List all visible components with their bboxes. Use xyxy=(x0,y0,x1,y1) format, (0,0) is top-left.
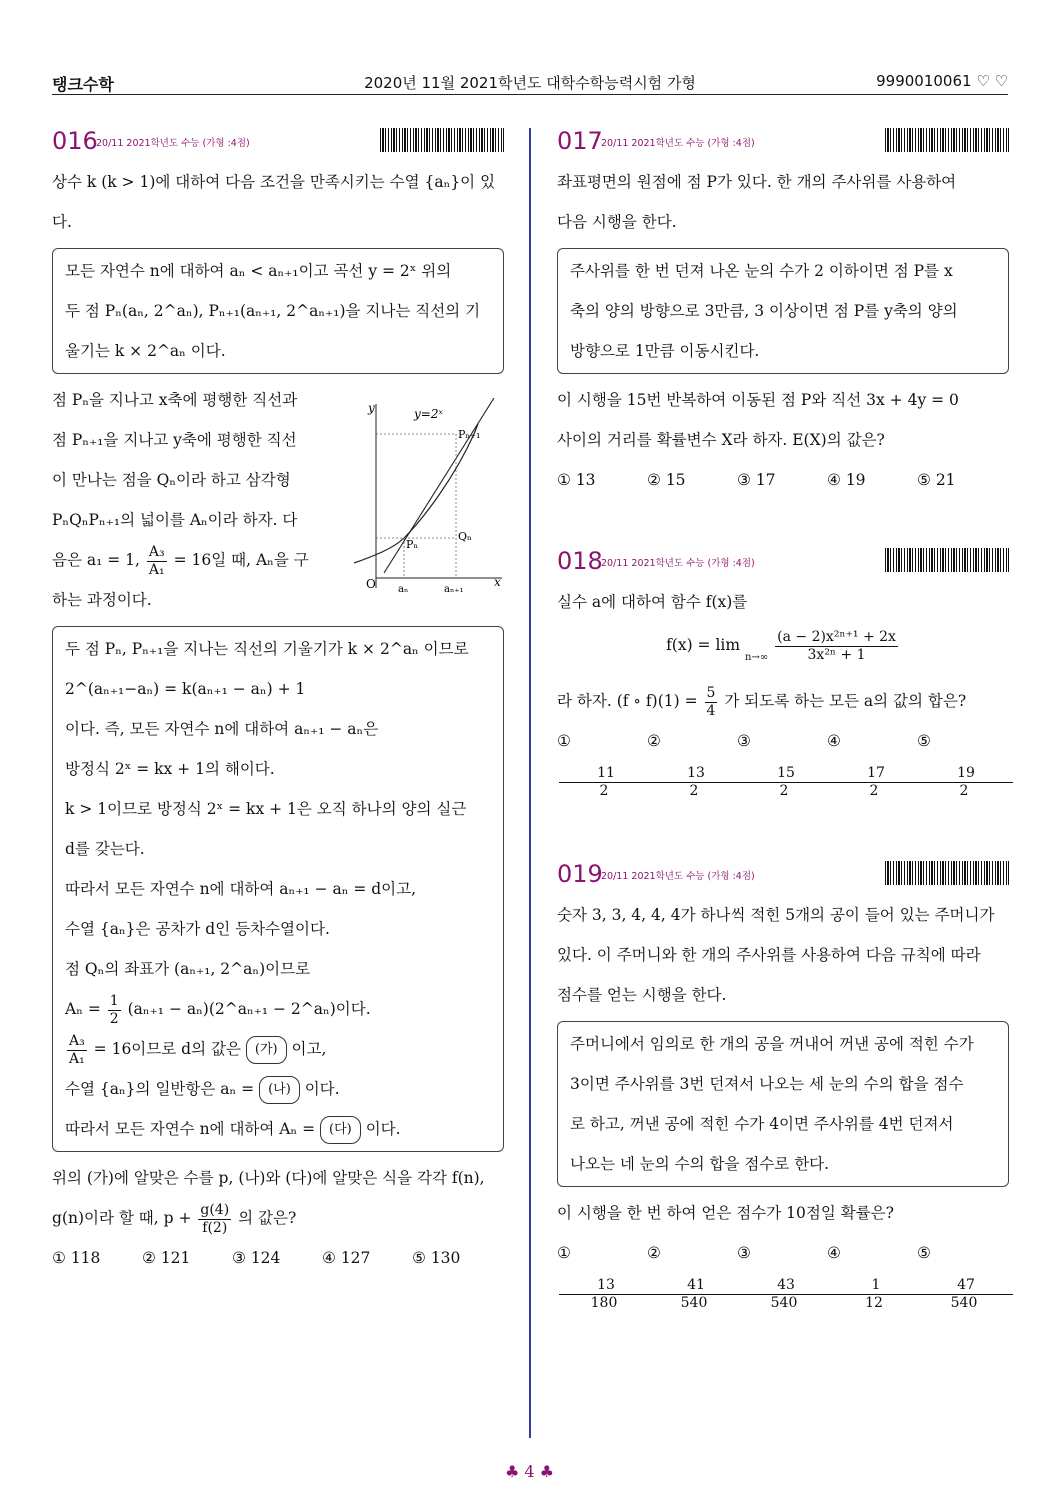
q019-condition-box xyxy=(557,1021,1009,1187)
barcode xyxy=(885,128,1009,152)
blank-c: (다) xyxy=(320,1116,361,1144)
q016-desc-pre: 음은 a₁ = 1, xyxy=(52,551,140,569)
q016-cond-line: 모든 자연수 n에 대하여 aₙ < aₙ₊₁이고 곡선 y = 2ˣ 위의 xyxy=(65,262,452,280)
choice-1[interactable]: ① 13 xyxy=(557,471,596,489)
q017-cond-line: 주사위를 한 번 던져 나온 눈의 수가 2 이하이면 점 P를 x xyxy=(570,262,953,280)
left-column xyxy=(52,124,504,1278)
numerator: 47 xyxy=(919,1277,1013,1295)
q016-description xyxy=(52,380,342,620)
q016-cond-line: 두 점 Pₙ(aₙ, 2^aₙ), Pₙ₊₁(aₙ₊₁, 2^aₙ₊₁)을 지나는 직선의 기 xyxy=(65,302,481,320)
y-axis-label: y xyxy=(368,401,375,415)
question-number: 017 xyxy=(557,127,603,155)
proof-an-post: (aₙ₊₁ − aₙ)(2^aₙ₊₁ − 2^aₙ)이다. xyxy=(127,1000,371,1018)
q019-ask: 이 시행을 한 번 하여 얻은 점수가 10점일 확률은? xyxy=(557,1204,894,1222)
q017-intro-line: 다음 시행을 한다. xyxy=(557,213,677,231)
choice-3[interactable]: ③ 124 xyxy=(232,1249,281,1267)
q017-ask-line: 사이의 거리를 확률변수 X라 하자. E(X)의 값은? xyxy=(557,431,885,449)
choice-4[interactable] xyxy=(827,721,917,801)
q016-desc-line xyxy=(52,540,342,580)
choice-mark: ④ xyxy=(827,732,841,750)
question-number: 018 xyxy=(557,547,603,575)
q018-formula xyxy=(557,622,1009,681)
proof-line: 방정식 2ˣ = kx + 1의 해이다. xyxy=(65,760,275,778)
denominator: 540 xyxy=(950,1294,978,1311)
choice-5[interactable] xyxy=(917,1233,1007,1313)
q019-intro-line: 점수를 얻는 시행을 한다. xyxy=(557,986,727,1004)
q016-desc-line: PₙQₙPₙ₊₁의 넓이를 Aₙ이라 하자. 다 xyxy=(52,511,298,529)
choice-mark: ① xyxy=(557,1244,571,1262)
numerator: 11 xyxy=(559,765,653,783)
proof-line xyxy=(65,1029,491,1069)
proof-ratio-post: = 16이므로 d의 값은 xyxy=(93,1040,241,1058)
choice-fraction xyxy=(649,1277,739,1312)
proof-line: 두 점 Pₙ, Pₙ₊₁을 지나는 직선의 기울기가 k × 2^aₙ 이므로 xyxy=(65,640,469,658)
q016-ask-line xyxy=(52,1198,504,1238)
formula-limit-sub: n→∞ xyxy=(745,652,769,663)
right-column xyxy=(557,124,1009,1313)
numerator: 43 xyxy=(739,1277,833,1295)
q017-intro-line: 좌표평면의 원점에 점 P가 있다. 한 개의 주사위를 사용하여 xyxy=(557,173,957,191)
blank-b: (나) xyxy=(259,1076,300,1104)
q016-desc-post: = 16일 때, Aₙ을 구 xyxy=(173,551,309,569)
q019-cond-line: 나오는 네 눈의 수의 합을 점수로 한다. xyxy=(570,1155,830,1173)
choice-3[interactable] xyxy=(737,721,827,801)
q016-ask-fraction xyxy=(198,1202,231,1237)
an-tick-label: aₙ xyxy=(398,584,409,594)
proof-final-end: 이다. xyxy=(365,1120,401,1138)
proof-final-pre: 따라서 모든 자연수 n에 대하여 Aₙ = xyxy=(65,1120,316,1138)
choice-fraction xyxy=(919,765,1009,800)
proof-line: 이다. 즉, 모든 자연수 n에 대하여 aₙ₊₁ − aₙ은 xyxy=(65,720,379,738)
choice-2[interactable]: ② 121 xyxy=(142,1249,191,1267)
page-header xyxy=(52,70,1008,95)
q016-ask-pre: g(n)이라 할 때, p + xyxy=(52,1209,192,1227)
proof-an-fraction xyxy=(108,993,121,1028)
numerator: 1 xyxy=(109,992,119,1009)
choice-2[interactable] xyxy=(647,721,737,801)
choice-fraction xyxy=(919,1277,1009,1312)
q016-desc-line: 점 Pₙ₊₁을 지나고 y축에 평행한 직선 xyxy=(52,431,297,449)
denominator: 2 xyxy=(109,1010,119,1027)
question-018-header xyxy=(557,544,1009,580)
choice-4[interactable] xyxy=(827,1233,917,1313)
proof-ratio-fraction xyxy=(67,1033,87,1068)
q016-graph xyxy=(354,398,504,594)
denominator: 2 xyxy=(869,782,879,799)
choice-5[interactable] xyxy=(917,721,1007,801)
numerator: 41 xyxy=(649,1277,743,1295)
q018-ask-fraction xyxy=(705,685,718,720)
q019-cond-line: 로 하고, 꺼낸 공에 적힌 수가 4이면 주사위를 4번 던져서 xyxy=(570,1115,954,1133)
numerator: 1 xyxy=(829,1277,923,1295)
choice-5[interactable]: ⑤ 130 xyxy=(412,1249,461,1267)
q017-ask-line: 이 시행을 15번 반복하여 이동된 점 P와 직선 3x + 4y = 0 xyxy=(557,391,959,409)
brand-name: 탱크수학 xyxy=(52,75,114,94)
choice-fraction xyxy=(829,1277,919,1312)
denominator: 540 xyxy=(770,1294,798,1311)
denominator: f(2) xyxy=(202,1219,228,1236)
choice-mark: ⑤ xyxy=(917,732,931,750)
q016-desc-line: 점 Pₙ을 지나고 x축에 평행한 직선과 xyxy=(52,391,298,409)
q017-cond-line: 방향으로 1만큼 이동시킨다. xyxy=(570,342,760,360)
proof-line: k > 1이므로 방정식 2ˣ = kx + 1은 오직 하나의 양의 실근 xyxy=(65,800,467,818)
denominator: 540 xyxy=(680,1294,708,1311)
pn-label: Pₙ xyxy=(406,538,419,551)
denominator: A₁ xyxy=(69,1050,85,1067)
choice-fraction xyxy=(739,1277,829,1312)
numerator: (a − 2)x²ⁿ⁺¹ + 2x xyxy=(777,628,896,645)
q016-desc-fraction xyxy=(147,544,167,579)
q017-condition-box xyxy=(557,248,1009,374)
proof-line xyxy=(65,989,491,1029)
proof-line: 따라서 모든 자연수 n에 대하여 aₙ₊₁ − aₙ = d이고, xyxy=(65,880,417,898)
question-meta: 20/11 2021학년도 수능 (가형 :4점) xyxy=(601,138,755,149)
q016-cond-line: 울기는 k × 2^aₙ 이다. xyxy=(65,342,226,360)
choice-4[interactable]: ④ 127 xyxy=(322,1249,371,1267)
proof-line xyxy=(65,1069,491,1109)
barcode xyxy=(885,548,1009,572)
q016-desc-line: 하는 과정이다. xyxy=(52,591,152,609)
q016-desc-line: 이 만나는 점을 Qₙ이라 하고 삼각형 xyxy=(52,471,291,489)
q016-intro: 상수 k (k > 1)에 대하여 다음 조건을 만족시키는 수열 {aₙ}이 있다. xyxy=(52,173,496,231)
denominator: 180 xyxy=(590,1294,618,1311)
choice-fraction xyxy=(559,765,649,800)
numerator: g(4) xyxy=(200,1201,230,1218)
q018-ask-line xyxy=(557,681,1009,721)
q016-ask-line: 위의 (가)에 알맞은 수를 p, (나)와 (다)에 알맞은 식을 각각 f(n), xyxy=(52,1169,485,1187)
question-number: 019 xyxy=(557,860,603,888)
column-divider xyxy=(529,128,531,1438)
question-meta: 20/11 2021학년도 수능 (가형 :4점) xyxy=(601,558,755,569)
choice-mark: ② xyxy=(647,1244,661,1262)
proof-line: d를 갖는다. xyxy=(65,840,145,858)
q018-intro: 실수 a에 대하여 함수 f(x)를 xyxy=(557,593,748,611)
q019-intro-line: 숫자 3, 3, 4, 4, 4가 하나씩 적힌 5개의 공이 들어 있는 주머니가 xyxy=(557,906,995,924)
choice-fraction xyxy=(829,765,919,800)
q016-condition-box xyxy=(52,248,504,374)
choice-1[interactable] xyxy=(557,1233,647,1313)
q017-choices xyxy=(557,460,1009,500)
denominator: A₁ xyxy=(148,561,165,578)
choice-mark: ④ xyxy=(827,1244,841,1262)
denominator: 4 xyxy=(706,702,716,719)
an1-tick-label: aₙ₊₁ xyxy=(444,584,464,594)
page-footer: ♣ 4 ♣ xyxy=(504,1462,555,1481)
question-number: 016 xyxy=(52,127,98,155)
choice-fraction xyxy=(649,765,739,800)
choice-mark: ⑤ xyxy=(917,1244,931,1262)
q018-ask-post: 가 되도록 하는 모든 a의 값의 합은? xyxy=(724,692,967,710)
proof-line xyxy=(65,1109,491,1149)
choice-fraction xyxy=(559,1277,649,1312)
q019-intro-line: 있다. 이 주머니와 한 개의 주사위를 사용하여 다음 규칙에 따라 xyxy=(557,946,981,964)
exam-code: 9990010061 ♡ ♡ xyxy=(876,72,1008,90)
exam-title: 2020년 11월 2021학년도 대학수학능력시험 가형 xyxy=(364,74,696,92)
barcode xyxy=(380,128,504,152)
choice-4[interactable]: ④ 19 xyxy=(827,471,866,489)
q019-choices xyxy=(557,1233,1009,1313)
choice-3[interactable] xyxy=(737,1233,827,1313)
q016-choices xyxy=(52,1238,504,1278)
pn1-label: Pₙ₊₁ xyxy=(458,428,481,441)
q019-cond-line: 주머니에서 임의로 한 개의 공을 꺼내어 꺼낸 공에 적힌 수가 xyxy=(570,1035,974,1053)
formula-pre: f(x) = lim xyxy=(666,636,741,654)
choice-1[interactable]: ① 118 xyxy=(52,1249,101,1267)
q016-proof-box xyxy=(52,626,504,1152)
q018-ask-pre: 라 하자. (f ∘ f)(1) = xyxy=(557,692,698,710)
denominator: 12 xyxy=(865,1294,883,1311)
choice-fraction xyxy=(739,765,829,800)
proof-ratio-end: 이고, xyxy=(291,1040,327,1058)
choice-5[interactable]: ⑤ 21 xyxy=(917,471,956,489)
choice-1[interactable] xyxy=(557,721,647,801)
q017-cond-line: 축의 양의 방향으로 3만큼, 3 이상이면 점 P를 y축의 양의 xyxy=(570,302,958,320)
choice-2[interactable] xyxy=(647,1233,737,1313)
proof-line: 점 Qₙ의 좌표가 (aₙ₊₁, 2^aₙ)이므로 xyxy=(65,960,311,978)
curve-label: y=2ˣ xyxy=(414,407,443,421)
numerator: 13 xyxy=(559,1277,653,1295)
qn-label: Qₙ xyxy=(458,530,472,543)
question-meta: 20/11 2021학년도 수능 (가형 :4점) xyxy=(601,871,755,882)
proof-general-end: 이다. xyxy=(304,1080,340,1098)
choice-3[interactable]: ③ 17 xyxy=(737,471,776,489)
numerator: A₃ xyxy=(69,1032,85,1049)
blank-a: (가) xyxy=(246,1036,287,1064)
question-meta: 20/11 2021학년도 수능 (가형 :4점) xyxy=(96,138,250,149)
denominator: 2 xyxy=(689,782,699,799)
q019-cond-line: 3이면 주사위를 3번 던져서 나오는 세 눈의 수의 합을 점수 xyxy=(570,1075,964,1093)
x-axis-label: x xyxy=(494,575,501,589)
q016-ask-post: 의 값은? xyxy=(238,1209,297,1227)
question-016-header xyxy=(52,124,504,160)
question-019-header xyxy=(557,857,1009,893)
proof-general-pre: 수열 {aₙ}의 일반항은 aₙ = xyxy=(65,1080,255,1098)
proof-line: 수열 {aₙ}은 공차가 d인 등차수열이다. xyxy=(65,920,330,938)
denominator: 2 xyxy=(959,782,969,799)
denominator: 3x²ⁿ + 1 xyxy=(807,646,866,663)
barcode xyxy=(885,861,1009,885)
choice-mark: ③ xyxy=(737,732,751,750)
question-017-header xyxy=(557,124,1009,160)
secant-line xyxy=(384,398,494,573)
numerator: 15 xyxy=(739,765,833,783)
choice-mark: ③ xyxy=(737,1244,751,1262)
proof-an-pre: Aₙ = xyxy=(65,1000,101,1018)
origin-label: O xyxy=(366,577,376,591)
numerator: 19 xyxy=(919,765,1013,783)
choice-2[interactable]: ② 15 xyxy=(647,471,686,489)
proof-line: 2^(aₙ₊₁−aₙ) = k(aₙ₊₁ − aₙ) + 1 xyxy=(65,680,306,698)
choice-mark: ② xyxy=(647,732,661,750)
denominator: 2 xyxy=(599,782,609,799)
q018-choices xyxy=(557,721,1009,801)
choice-mark: ① xyxy=(557,732,571,750)
numerator: 13 xyxy=(649,765,743,783)
denominator: 2 xyxy=(779,782,789,799)
formula-fraction xyxy=(775,629,898,664)
numerator: 17 xyxy=(829,765,923,783)
numerator: A₃ xyxy=(148,543,165,560)
numerator: 5 xyxy=(706,684,716,701)
